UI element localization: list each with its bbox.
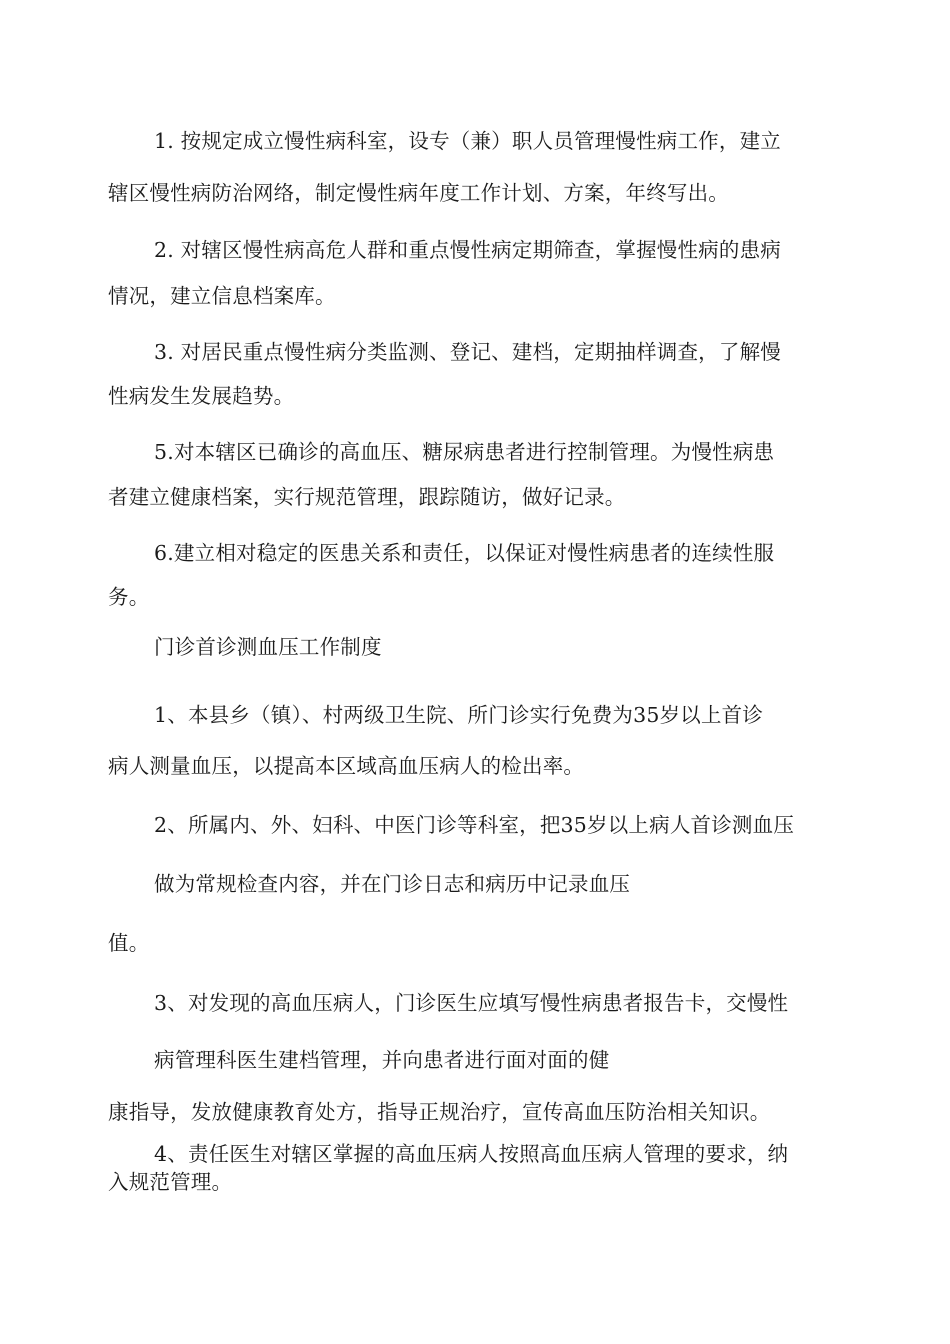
item-2-line-2: 情况，建立信息档案库。 [108,284,336,308]
rule-3-line-2: 病管理科医生建档管理，并向患者进行面对面的健 [154,1048,610,1072]
item-1-line-1: 1. 按规定成立慢性病科室，设专（兼）职人员管理慢性病工作，建立 [154,129,781,153]
item-3-line-2: 性病发生发展趋势。 [108,384,295,408]
item-2-line-1: 2. 对辖区慢性病高危人群和重点慢性病定期筛查，掌握慢性病的患病 [154,238,781,262]
rule-1-line-1: 1、本县乡（镇）、村两级卫生院、所门诊实行免费为35岁以上首诊 [154,703,764,727]
item-5-line-2: 者建立健康档案，实行规范管理，跟踪随访，做好记录。 [108,485,626,509]
rule-3-line-1: 3、对发现的高血压病人，门诊医生应填写慢性病患者报告卡，交慢性 [154,991,789,1015]
item-6-line-2: 务。 [108,585,150,609]
rule-2-line-1: 2、所属内、外、妇科、中医门诊等科室，把35岁以上病人首诊测血压 [154,813,795,837]
rule-4-line-1: 4、责任医生对辖区掌握的高血压病人按照高血压病人管理的要求，纳 [154,1142,789,1166]
rule-3-line-3: 康指导，发放健康教育处方，指导正规治疗，宣传高血压防治相关知识。 [108,1100,771,1124]
item-6-line-1: 6.建立相对稳定的医患关系和责任，以保证对慢性病患者的连续性服 [154,541,775,565]
rule-1-line-2: 病人测量血压，以提高本区域高血压病人的检出率。 [108,754,585,778]
rule-4-line-2: 入规范管理。 [108,1170,233,1194]
item-1-line-2: 辖区慢性病防治网络，制定慢性病年度工作计划、方案，年终写出。 [108,181,729,205]
section-title: 门诊首诊测血压工作制度 [154,635,382,659]
rule-2-line-2: 做为常规检查内容，并在门诊日志和病历中记录血压 [154,872,631,896]
item-5-line-1: 5.对本辖区已确诊的高血压、糖尿病患者进行控制管理。为慢性病患 [154,440,775,464]
rule-2-line-3: 值。 [108,931,150,955]
item-3-line-1: 3. 对居民重点慢性病分类监测、登记、建档，定期抽样调查，了解慢 [154,340,781,364]
